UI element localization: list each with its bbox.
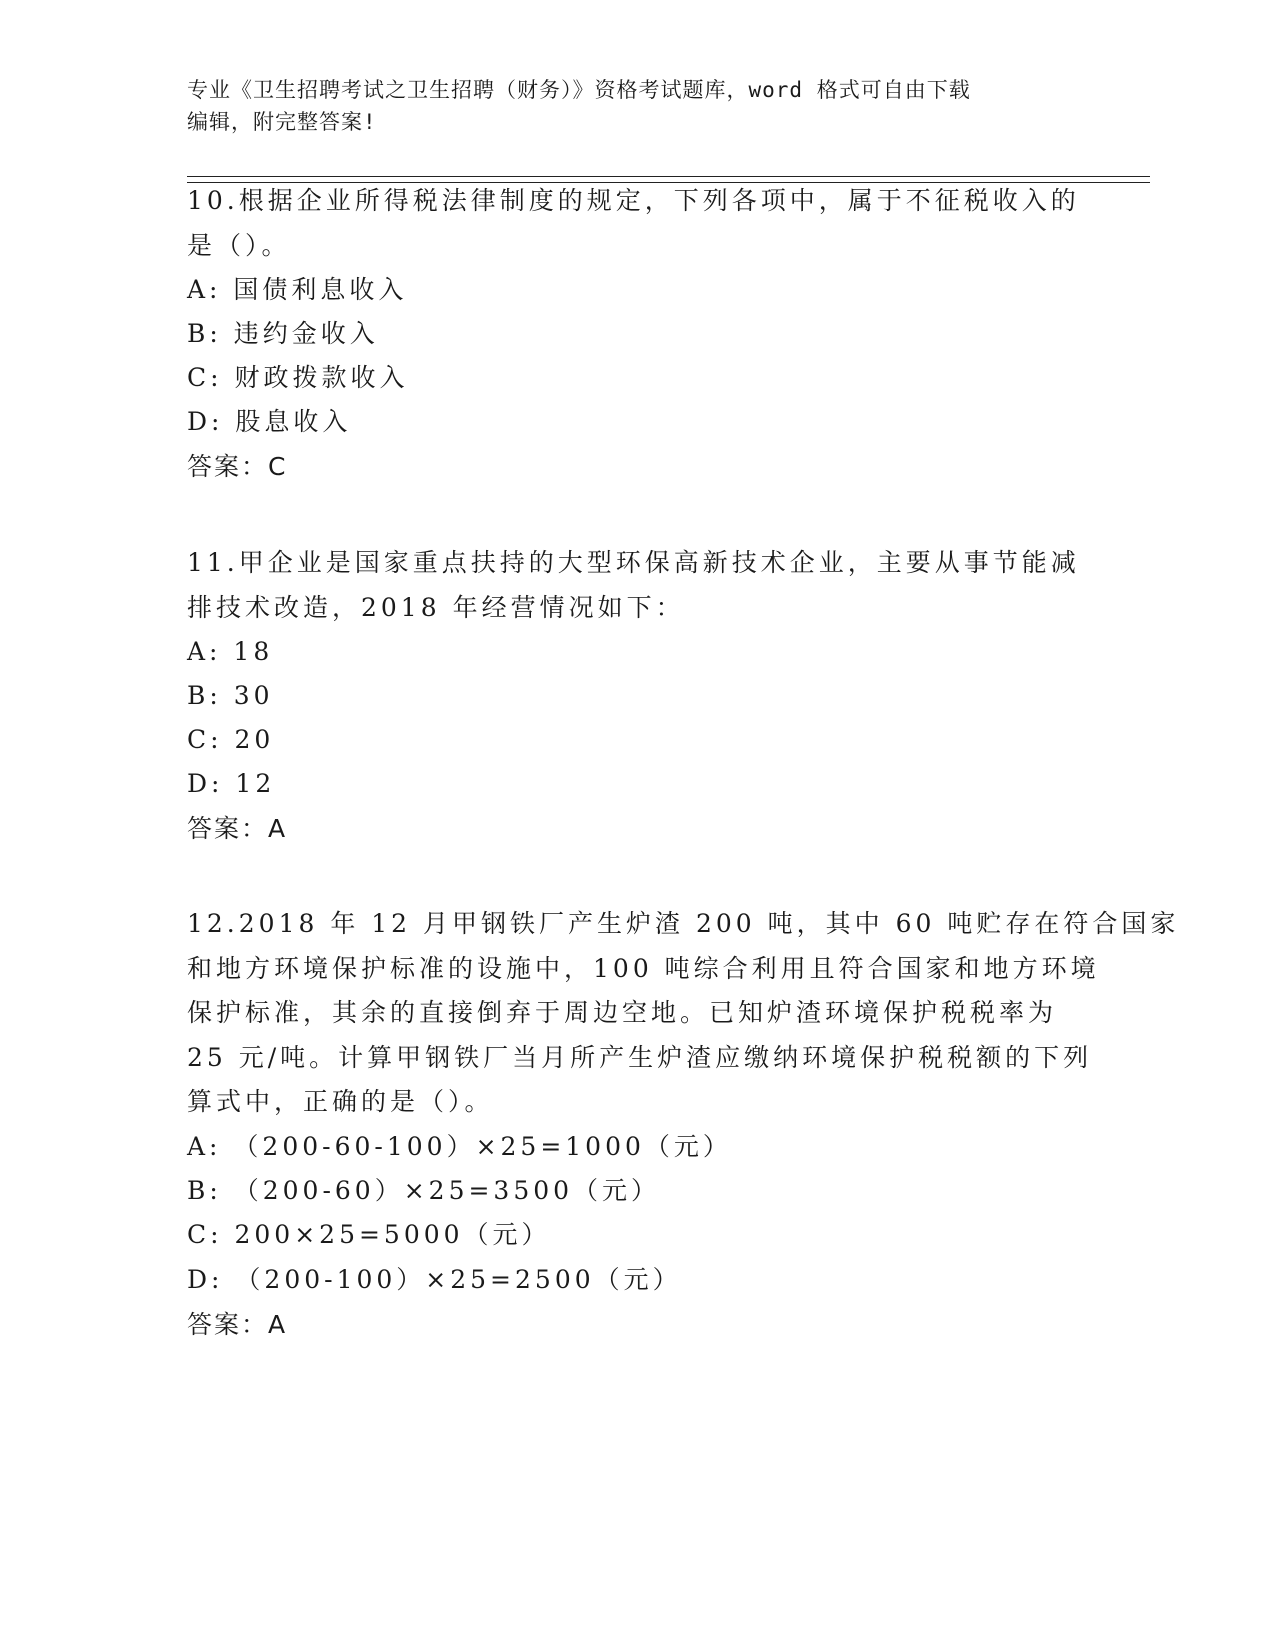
question-11-stem-line-1: 11.甲企业是国家重点扶持的大型环保高新技术企业，主要从事节能减 [187,548,1080,577]
question-12-option-a: A: （200-60-100）×25=1000（元） [187,1132,732,1161]
question-10-option-d: D: 股息收入 [187,407,352,436]
question-11-answer: 答案：A [187,814,288,843]
question-12-stem-line-4: 25 元/吨。计算甲钢铁厂当月所产生炉渣应缴纳环境保护税税额的下列 [187,1043,1093,1072]
question-10-option-c: C: 财政拨款收入 [187,363,409,392]
header-line-2: 编辑，附完整答案! [187,110,377,134]
question-11-stem-line-2: 排技术改造，2018 年经营情况如下： [187,593,685,622]
question-12-stem-line-3: 保护标准，其余的直接倒弃于周边空地。已知炉渣环境保护税税率为 [187,998,1058,1027]
question-10-option-a: A: 国债利息收入 [187,275,408,304]
question-12-answer: 答案：A [187,1310,288,1339]
question-12-option-c: C: 200×25=5000（元） [187,1220,551,1249]
document-header [187,74,1067,138]
question-11-option-d: D: 12 [187,769,276,798]
question-11-option-b: B: 30 [187,681,274,710]
question-10-stem-line-1: 10.根据企业所得税法律制度的规定，下列各项中，属于不征税收入的 [187,186,1080,215]
question-12-stem-line-2: 和地方环境保护标准的设施中，100 吨综合利用且符合国家和地方环境 [187,954,1100,983]
header-divider-top [187,176,1150,177]
question-10-stem-line-2: 是（）。 [187,231,291,260]
question-12-stem-line-5: 算式中，正确的是（）。 [187,1087,494,1116]
question-10-answer: 答案：C [187,452,288,481]
question-12-option-d: D: （200-100）×25=2500（元） [187,1265,682,1294]
header-line-1: 专业《卫生招聘考试之卫生招聘（财务）》资格考试题库，word 格式可自由下载 [187,78,971,102]
header-divider-bottom [187,182,1150,183]
question-12-option-b: B: （200-60）×25=3500（元） [187,1176,661,1205]
question-10-option-b: B: 违约金收入 [187,319,379,348]
question-12-stem-line-1: 12.2018 年 12 月甲钢铁厂产生炉渣 200 吨，其中 60 吨贮存在符合国家 [187,909,1180,938]
question-11-option-c: C: 20 [187,725,275,754]
question-11-option-a: A: 18 [187,637,274,666]
